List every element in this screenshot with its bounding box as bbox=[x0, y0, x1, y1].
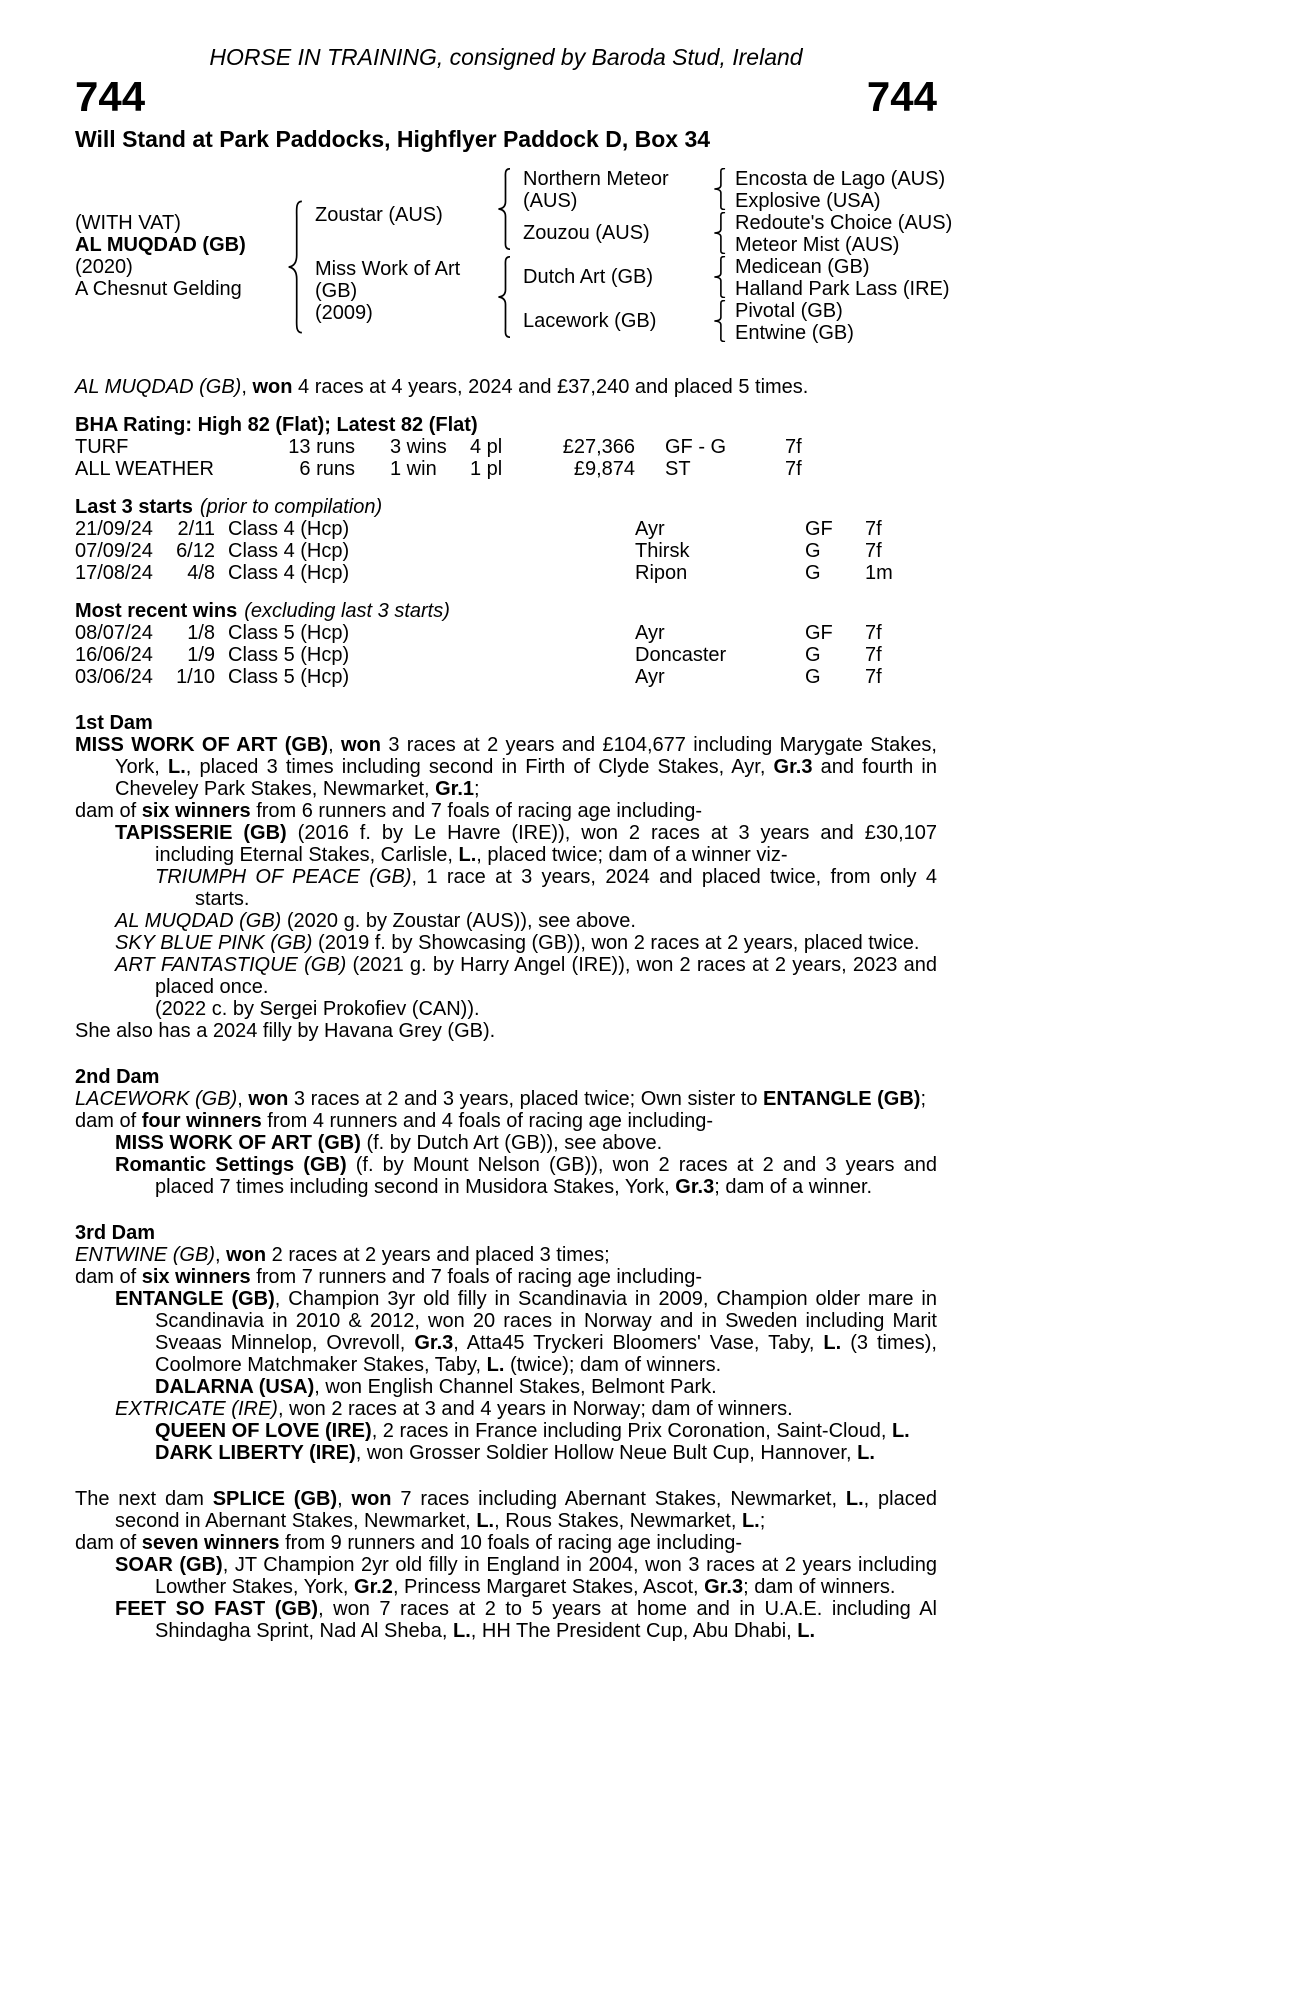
race-class: Class 5 (Hcp) bbox=[228, 622, 350, 644]
pedigree-brace-main bbox=[287, 200, 303, 334]
section-heading: 1st Dam bbox=[75, 712, 153, 734]
sire-name: Zoustar (AUS) bbox=[315, 204, 443, 226]
pedigree-paragraph: SKY BLUE PINK (GB) (2019 f. by Showcasing (GB)), won 2 races at 2 years, placed twice. bbox=[115, 932, 920, 954]
pedigree-paragraph: Romantic Settings (GB) (f. by Mount Nelson (GB)), won 2 races at 2 and 3 years and placed 7 times including second in Musidora Stakes, York, Gr.3; dam of a winner. bbox=[115, 1154, 937, 1198]
section-2nd-dam bbox=[75, 1066, 937, 1198]
section-heading: 2nd Dam bbox=[75, 1066, 160, 1088]
sire-sire-name: Northern Meteor (AUS) bbox=[523, 168, 669, 212]
vat-note: (WITH VAT) bbox=[75, 212, 181, 234]
wins-value: 1 win bbox=[390, 458, 437, 480]
horse-description: A Chesnut Gelding bbox=[75, 278, 242, 300]
dam-dam-name: Lacework (GB) bbox=[523, 310, 657, 332]
last-3-starts-title: Last 3 starts bbox=[75, 496, 193, 518]
race-row bbox=[75, 644, 937, 666]
pedigree-paragraph: She also has a 2024 filly by Havana Grey (GB). bbox=[75, 1020, 496, 1042]
pedigree-paragraph: EXTRICATE (IRE), won 2 races at 3 and 4 years in Norway; dam of winners. bbox=[115, 1398, 793, 1420]
pedigree-paragraph: The next dam SPLICE (GB), won 7 races including Abernant Stakes, Newmarket, L., placed second in Abernant Stakes, Newmarket, L., Rous Stakes, Newmarket, L.; bbox=[75, 1488, 937, 1532]
dam-year: (2009) bbox=[315, 302, 373, 324]
pedigree-paragraph: MISS WORK OF ART (GB), won 3 races at 2 years and £104,677 including Marygate Stakes, York, L., placed 3 times including second in Firth of Clyde Stakes, Ayr, Gr.3 and fourth in Cheveley Park Stakes, Newmarket, Gr.1; bbox=[75, 734, 937, 800]
stats-row-all-weather bbox=[75, 458, 937, 480]
sire-dam-name: Zouzou (AUS) bbox=[523, 222, 650, 244]
pedigree-brace-dam bbox=[497, 256, 511, 338]
places-value: 1 pl bbox=[470, 458, 503, 480]
lot-number-row bbox=[75, 73, 937, 120]
race-row bbox=[75, 622, 937, 644]
dam-sire-name: Dutch Art (GB) bbox=[523, 266, 654, 288]
pedigree-paragraph: (2022 c. by Sergei Prokofiev (CAN)). bbox=[155, 998, 480, 1020]
horse-name: AL MUQDAD (GB) bbox=[75, 234, 246, 256]
pedigree-paragraph: dam of four winners from 4 runners and 4 foals of racing age including- bbox=[75, 1110, 714, 1132]
race-row bbox=[75, 518, 937, 540]
pedigree-paragraph: TRIUMPH OF PEACE (GB), 1 race at 3 years, 2024 and placed twice, from only 4 starts. bbox=[155, 866, 937, 910]
places-value: 4 pl bbox=[470, 436, 503, 458]
race-venue: Ripon bbox=[635, 562, 688, 584]
recent-wins-subtitle: (excluding last 3 starts) bbox=[244, 600, 450, 622]
race-row bbox=[75, 562, 937, 584]
race-going: G bbox=[805, 644, 821, 666]
race-class: Class 5 (Hcp) bbox=[228, 666, 350, 688]
distance-value: 7f bbox=[785, 458, 802, 480]
race-going: G bbox=[805, 540, 821, 562]
stand-location-line: Will Stand at Park Paddocks, Highflyer Paddock D, Box 34 bbox=[75, 126, 711, 152]
pedigree-paragraph: DARK LIBERTY (IRE), won Grosser Soldier Hollow Neue Bult Cup, Hannover, L. bbox=[155, 1442, 875, 1464]
distance-value: 7f bbox=[785, 436, 802, 458]
race-date: 07/09/24 bbox=[75, 540, 153, 562]
race-class: Class 4 (Hcp) bbox=[228, 518, 350, 540]
race-going: G bbox=[805, 666, 821, 688]
race-position: 1/8 bbox=[187, 622, 215, 644]
g3-name-3: Redoute's Choice (AUS) bbox=[735, 212, 953, 234]
race-going: GF bbox=[805, 622, 833, 644]
pedigree-paragraph: ENTANGLE (GB), Champion 3yr old filly in Scandinavia in 2009, Champion older mare in Scandinavia in 2010 & 2012, won 20 races in Norway and in Sweden including Marit Sveaas Minnelop, Ovrevoll, Gr.3, Atta45 Tryckeri Bloomers' Vase, Taby, L. (3 times), Coolmore Matchmaker Stakes, Taby, L. (twice); dam of winners. bbox=[115, 1288, 937, 1376]
dam-block bbox=[315, 258, 487, 324]
pedigree-paragraph: ART FANTASTIQUE (GB) (2021 g. by Harry Angel (IRE)), won 2 races at 2 years, 2023 and placed once. bbox=[115, 954, 938, 998]
surface-label: TURF bbox=[75, 436, 129, 458]
last-3-starts-table bbox=[75, 518, 937, 584]
race-venue: Doncaster bbox=[635, 644, 727, 666]
horse-foaling-year: (2020) bbox=[75, 256, 133, 278]
pedigree-brace-sire bbox=[497, 168, 511, 250]
race-position: 6/12 bbox=[176, 540, 215, 562]
section-next-dam bbox=[75, 1488, 937, 1642]
pedigree-brace-g3-3 bbox=[713, 256, 726, 298]
section-heading: 3rd Dam bbox=[75, 1222, 156, 1244]
pedigree-paragraph: QUEEN OF LOVE (IRE), 2 races in France including Prix Coronation, Saint-Cloud, L. bbox=[155, 1420, 910, 1442]
section-3rd-dam bbox=[75, 1222, 937, 1464]
g3-name-2: Explosive (USA) bbox=[735, 190, 881, 212]
g3-name-1: Encosta de Lago (AUS) bbox=[735, 168, 946, 190]
race-row bbox=[75, 666, 937, 688]
pedigree-paragraph: ENTWINE (GB), won 2 races at 2 years and placed 3 times; bbox=[75, 1244, 610, 1266]
race-class: Class 4 (Hcp) bbox=[228, 562, 350, 584]
runs-value: 6 runs bbox=[299, 458, 355, 480]
pedigree-brace-g3-4 bbox=[713, 300, 726, 342]
race-venue: Ayr bbox=[635, 622, 665, 644]
last-3-starts-subtitle: (prior to compilation) bbox=[199, 496, 383, 518]
race-distance: 7f bbox=[865, 666, 882, 688]
pedigree-table bbox=[75, 168, 975, 350]
pedigree-paragraph: AL MUQDAD (GB) (2020 g. by Zoustar (AUS)), see above. bbox=[115, 910, 636, 932]
race-going: G bbox=[805, 562, 821, 584]
race-distance: 7f bbox=[865, 644, 882, 666]
going-value: ST bbox=[665, 458, 691, 480]
surface-label: ALL WEATHER bbox=[75, 458, 214, 480]
race-class: Class 4 (Hcp) bbox=[228, 540, 350, 562]
race-position: 4/8 bbox=[187, 562, 215, 584]
race-class: Class 5 (Hcp) bbox=[228, 644, 350, 666]
race-venue: Ayr bbox=[635, 666, 665, 688]
race-date: 03/06/24 bbox=[75, 666, 153, 688]
race-record-summary: AL MUQDAD (GB), won 4 races at 4 years, 2024 and £37,240 and placed 5 times. bbox=[75, 376, 809, 398]
recent-wins-title: Most recent wins bbox=[75, 600, 238, 622]
going-value: GF - G bbox=[665, 436, 727, 458]
bha-rating-line: BHA Rating: High 82 (Flat); Latest 82 (Flat) bbox=[75, 414, 478, 436]
pedigree-brace-g3-2 bbox=[713, 212, 726, 254]
earnings-value: £9,874 bbox=[573, 458, 635, 480]
race-distance: 1m bbox=[865, 562, 893, 584]
pedigree-paragraph: TAPISSERIE (GB) (2016 f. by Le Havre (IRE)), won 2 races at 3 years and £30,107 including Eternal Stakes, Carlisle, L., placed twice; dam of a winner viz- bbox=[115, 822, 938, 866]
race-position: 1/10 bbox=[176, 666, 215, 688]
race-distance: 7f bbox=[865, 540, 882, 562]
race-date: 21/09/24 bbox=[75, 518, 153, 540]
section-1st-dam bbox=[75, 712, 937, 1042]
lot-number-left: 744 bbox=[75, 73, 146, 120]
pedigree-paragraph: dam of six winners from 6 runners and 7 foals of racing age including- bbox=[75, 800, 703, 822]
pedigree-paragraph: MISS WORK OF ART (GB) (f. by Dutch Art (GB)), see above. bbox=[115, 1132, 663, 1154]
consignor-line: HORSE IN TRAINING, consigned by Baroda Stud, Ireland bbox=[209, 44, 803, 70]
race-distance: 7f bbox=[865, 518, 882, 540]
pedigree-paragraph: dam of seven winners from 9 runners and 10 foals of racing age including- bbox=[75, 1532, 743, 1554]
earnings-value: £27,366 bbox=[562, 436, 635, 458]
pedigree-paragraph: SOAR (GB), JT Champion 2yr old filly in England in 2004, won 3 races at 2 years including Lowther Stakes, York, Gr.2, Princess Margaret Stakes, Ascot, Gr.3; dam of winners. bbox=[115, 1554, 937, 1598]
race-venue: Ayr bbox=[635, 518, 665, 540]
g3-name-5: Medicean (GB) bbox=[735, 256, 870, 278]
race-date: 08/07/24 bbox=[75, 622, 153, 644]
race-date: 17/08/24 bbox=[75, 562, 153, 584]
pedigree-paragraph: LACEWORK (GB), won 3 races at 2 and 3 years, placed twice; Own sister to ENTANGLE (GB); bbox=[75, 1088, 927, 1110]
dam-name: Miss Work of Art (GB) bbox=[315, 258, 461, 302]
race-row bbox=[75, 540, 937, 562]
pedigree-brace-g3-1 bbox=[713, 168, 726, 210]
lot-number-right: 744 bbox=[866, 73, 937, 120]
race-distance: 7f bbox=[865, 622, 882, 644]
g3-name-4: Meteor Mist (AUS) bbox=[735, 234, 900, 256]
runs-value: 13 runs bbox=[288, 436, 355, 458]
race-date: 16/06/24 bbox=[75, 644, 153, 666]
race-statistics-table bbox=[75, 436, 937, 480]
race-position: 1/9 bbox=[187, 644, 215, 666]
g3-name-8: Entwine (GB) bbox=[735, 322, 854, 344]
g3-name-7: Pivotal (GB) bbox=[735, 300, 843, 322]
race-position: 2/11 bbox=[177, 518, 215, 540]
pedigree-paragraph: dam of six winners from 7 runners and 7 foals of racing age including- bbox=[75, 1266, 703, 1288]
last-3-starts-heading bbox=[75, 496, 937, 518]
pedigree-paragraph: FEET SO FAST (GB), won 7 races at 2 to 5 years at home and in U.A.E. including Al Shindagha Sprint, Nad Al Sheba, L., HH The President Cup, Abu Dhabi, L. bbox=[115, 1598, 937, 1642]
race-going: GF bbox=[805, 518, 833, 540]
g3-name-6: Halland Park Lass (IRE) bbox=[735, 278, 950, 300]
stats-row-turf bbox=[75, 436, 937, 458]
recent-wins-table bbox=[75, 622, 937, 688]
recent-wins-heading bbox=[75, 600, 937, 622]
pedigree-paragraph: DALARNA (USA), won English Channel Stakes, Belmont Park. bbox=[155, 1376, 717, 1398]
wins-value: 3 wins bbox=[390, 436, 447, 458]
race-venue: Thirsk bbox=[635, 540, 690, 562]
